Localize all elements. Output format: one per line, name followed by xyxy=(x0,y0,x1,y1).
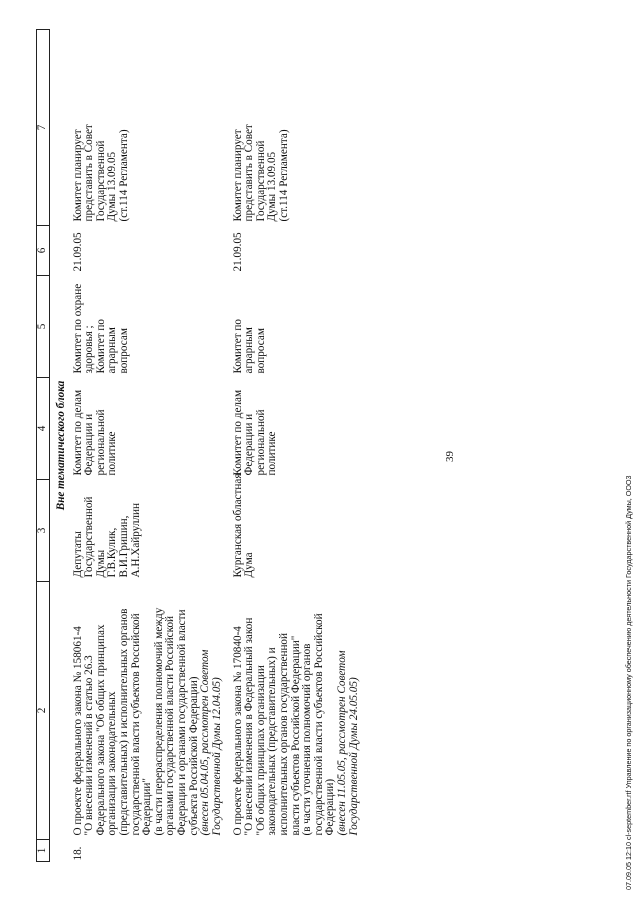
text-line: Федерации) xyxy=(324,778,337,836)
text-line: организации законодательных xyxy=(106,691,119,836)
text-line: "Об общих принципах организации xyxy=(254,665,267,836)
header-cell: 5 xyxy=(37,276,50,378)
page-footer: 07.09.05 12:10 cl-september.rtf Управление по организационному обеспечению деятельности Государственной Думы, ООО3 xyxy=(624,475,633,890)
text-line: Комитет планирует xyxy=(231,129,244,222)
text-line: государственной власти субъектов Российской xyxy=(129,613,142,836)
text-line: вопросам xyxy=(117,328,130,374)
block-title: Вне тематического блока xyxy=(55,380,67,511)
text-line: "О внесении изменения в Федеральный закон xyxy=(243,617,256,836)
review-date: 21.09.05 xyxy=(231,232,244,272)
text-line: (ст.114 Регламента) xyxy=(277,129,290,222)
text-line: А.Н.Хайруллин xyxy=(129,503,142,578)
text-line: "О внесении изменений в статью 26.3 xyxy=(83,655,96,836)
text-line: Комитет планирует xyxy=(71,129,84,222)
co-committees xyxy=(72,276,232,378)
text-line: Думы 13.09.05 xyxy=(266,151,279,222)
row-note xyxy=(72,30,232,226)
bill-author xyxy=(72,480,232,582)
text-line: Комитет по делам xyxy=(231,389,244,476)
text-line: (ст.114 Регламента) xyxy=(117,129,130,222)
responsible-committee xyxy=(232,378,362,480)
text-line: Федерации и xyxy=(243,413,256,476)
text-line: Государственной xyxy=(254,140,267,222)
text-line: субъекта Российской Федерации) xyxy=(187,676,200,836)
header-cell: 2 xyxy=(37,582,50,840)
text-line: Федерации" xyxy=(141,778,154,836)
text-line: вопросам xyxy=(254,328,267,374)
text-line: Государственной xyxy=(83,496,96,578)
text-line: О проекте федерального закона № 170840-4 xyxy=(231,626,244,836)
co-committees xyxy=(232,276,362,378)
review-date: 21.09.05 xyxy=(71,232,84,272)
bill-author xyxy=(231,473,362,582)
header-cell: 4 xyxy=(37,378,50,480)
submission-note-line: (внесен 11.05.05, рассмотрен Советом xyxy=(335,650,348,836)
row-number xyxy=(232,840,362,862)
text-line: политике xyxy=(106,431,119,476)
text-line: (представительных) и исполнительных органов xyxy=(117,608,130,836)
text-line: Депутаты xyxy=(71,531,84,578)
header-cell: 3 xyxy=(37,480,50,582)
text-line: государственной власти субъектов Российской xyxy=(312,613,325,836)
text-line: власти субъектов Российской Федерации" xyxy=(289,635,302,836)
text-line: Федерации и органами государственной власти xyxy=(175,609,188,836)
text-line: здоровья ; xyxy=(83,325,96,374)
text-line: представить в Совет xyxy=(83,124,96,222)
bill-description xyxy=(232,582,362,840)
text-line: представить в Совет xyxy=(243,124,256,222)
text-line: О проекте федерального закона № 158061-4 xyxy=(71,626,84,836)
header-cell: 6 xyxy=(37,226,50,276)
block-title-row xyxy=(50,30,72,862)
text-line: законодательных (представительных) и xyxy=(266,647,279,836)
text-line: региональной xyxy=(254,409,267,476)
text-line: региональной xyxy=(94,409,107,476)
text-line: Комитет по xyxy=(231,319,244,374)
submission-note-line: (внесен 05.04.05, рассмотрен Советом xyxy=(199,649,212,836)
row-note xyxy=(232,30,362,226)
text-line: Дума xyxy=(243,552,256,578)
text-line: Федерации и xyxy=(83,413,96,476)
header-cell: 7 xyxy=(37,30,50,226)
text-line: Федерального закона "Об общих принципах xyxy=(94,624,107,836)
text-line: Государственной xyxy=(94,140,107,222)
text-line: исполнительных органов государственной xyxy=(277,632,290,836)
text-line: Курганская областная xyxy=(231,473,244,578)
text-line: политике xyxy=(266,431,279,476)
bill-description xyxy=(72,582,232,840)
submission-note-line: Государственной Думы 24.05.05) xyxy=(347,677,360,836)
text-line: органами государственной власти Российской xyxy=(164,615,177,836)
text-line: аграрным xyxy=(106,327,119,374)
text-line: (в части перераспределения полномочий между xyxy=(152,607,165,836)
responsible-committee xyxy=(72,378,232,480)
text-line: Комитет по xyxy=(94,319,107,374)
text-line: Думы xyxy=(94,549,107,578)
row-number: 18. xyxy=(71,846,84,861)
header-cell: 1 xyxy=(37,840,50,862)
table-row xyxy=(232,30,362,862)
header-row xyxy=(37,30,50,862)
text-line: аграрным xyxy=(243,327,256,374)
text-line: Комитет по делам xyxy=(71,389,84,476)
submission-note-line: Государственной Думы 12.04.05) xyxy=(210,677,223,836)
page-number: 39 xyxy=(444,451,456,462)
text-line: Комитет по охране xyxy=(71,283,84,374)
table-row xyxy=(72,30,232,862)
text-line: В.И.Гришин, xyxy=(117,515,130,578)
text-line: (в части уточнения полномочий органов xyxy=(301,643,314,836)
agenda-table xyxy=(36,29,361,862)
text-line: Г.В.Кулик, xyxy=(106,527,119,578)
text-line: Думы 13.09.05 xyxy=(106,151,119,222)
